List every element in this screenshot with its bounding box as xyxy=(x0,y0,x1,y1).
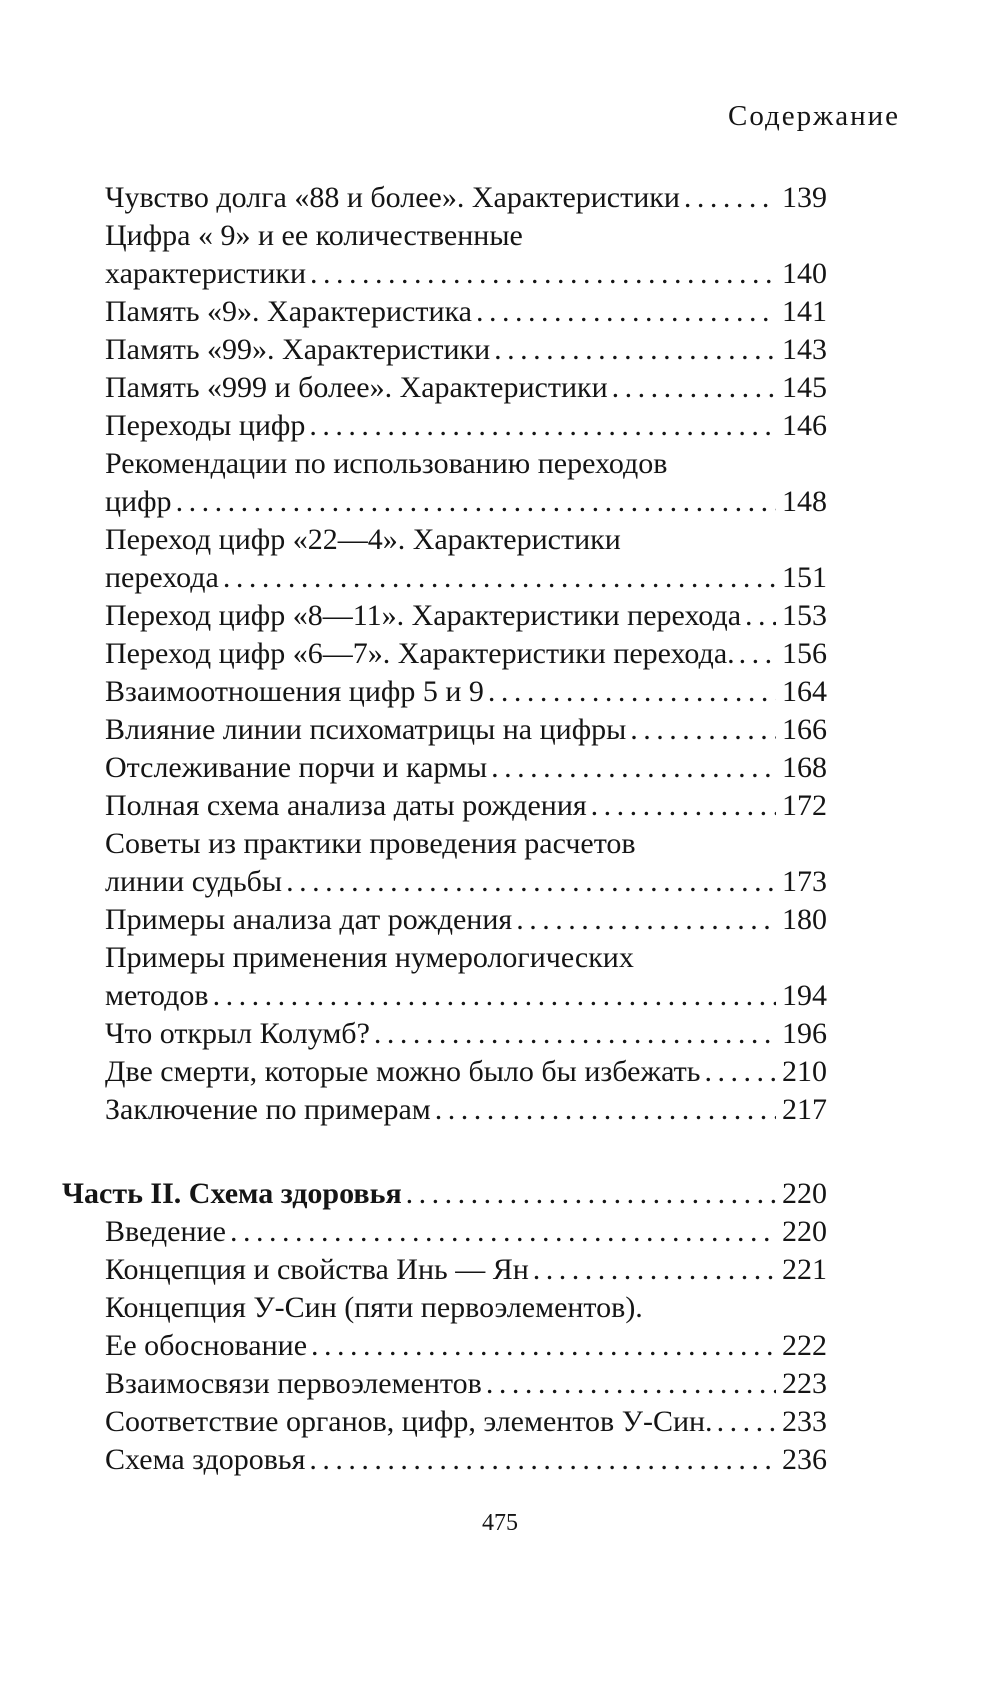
toc-entry xyxy=(105,330,827,370)
toc-entry-title: методов xyxy=(105,979,209,1012)
toc-entry xyxy=(105,292,827,332)
dot-leader xyxy=(486,1364,776,1404)
toc-entry-continuation xyxy=(105,254,827,294)
toc-entry-title: Схема здоровья xyxy=(105,1443,306,1476)
dot-leader xyxy=(684,178,776,218)
toc-entry-continuation xyxy=(105,482,827,522)
toc-entry xyxy=(105,672,827,712)
toc-entry xyxy=(105,520,625,560)
toc-entry-title: Отслеживание порчи и кармы xyxy=(105,751,488,784)
toc-entry xyxy=(105,1402,827,1442)
dot-leader xyxy=(745,596,776,636)
dot-leader xyxy=(406,1174,776,1214)
dot-leader xyxy=(476,292,776,332)
toc-entry-title: Ее обоснование xyxy=(105,1329,308,1362)
toc-entry xyxy=(105,444,671,484)
toc-entry-title: Переход цифр «6—7». Характеристики перехода. xyxy=(105,637,735,670)
dot-leader xyxy=(286,862,776,902)
toc-entry-title: цифр xyxy=(105,485,172,518)
toc-entry-page: 210 xyxy=(782,1055,827,1088)
toc-entry-page: 140 xyxy=(782,257,827,290)
toc-entry-page: 220 xyxy=(782,1215,827,1248)
toc-entry-title: Память «99». Характеристики xyxy=(105,333,491,366)
running-head: Содержание xyxy=(728,100,900,132)
toc-entry-page: 223 xyxy=(782,1367,827,1400)
dot-leader xyxy=(374,1014,776,1054)
toc-entry-page: 153 xyxy=(782,599,827,632)
toc-entry-title: Две смерти, которые можно было бы избежать xyxy=(105,1055,701,1088)
toc-entry-title: Переходы цифр xyxy=(105,409,306,442)
toc-entry-title: Чувство долга «88 и более». Характеристики xyxy=(105,181,680,214)
toc-entry-page: 146 xyxy=(782,409,827,442)
toc-entry-page: 180 xyxy=(782,903,827,936)
toc-entry-title: Соответствие органов, цифр, элементов У-Син. xyxy=(105,1405,713,1438)
dot-leader xyxy=(739,634,776,674)
toc-entry-title: Цифра « 9» и ее количественные xyxy=(105,219,523,252)
toc-entry xyxy=(105,900,827,940)
toc-entry-title: Переход цифр «22—4». Характеристики xyxy=(105,523,621,556)
toc-entry-title: характеристики xyxy=(105,257,307,290)
toc-entry-title: Полная схема анализа даты рождения xyxy=(105,789,587,822)
toc-entry-page: 194 xyxy=(782,979,827,1012)
toc-entry xyxy=(105,824,640,864)
toc-entry-page: 173 xyxy=(782,865,827,898)
toc-entry-page: 156 xyxy=(782,637,827,670)
toc-entry xyxy=(105,1212,827,1252)
toc-entry-page: 141 xyxy=(782,295,827,328)
toc-entry-page: 151 xyxy=(782,561,827,594)
toc-entry-page: 196 xyxy=(782,1017,827,1050)
toc-entry-title: Взаимоотношения цифр 5 и 9 xyxy=(105,675,484,708)
toc-entry xyxy=(105,596,827,636)
dot-leader xyxy=(533,1250,776,1290)
toc-entry xyxy=(105,216,527,256)
dot-leader xyxy=(230,1212,776,1252)
dot-leader xyxy=(717,1402,776,1442)
toc-entry-page: 145 xyxy=(782,371,827,404)
toc-entry-page: 172 xyxy=(782,789,827,822)
dot-leader xyxy=(311,1326,776,1366)
toc-entry-page: 143 xyxy=(782,333,827,366)
dot-leader xyxy=(309,406,776,446)
dot-leader xyxy=(213,976,776,1016)
toc-entry-title: Переход цифр «8—11». Характеристики перехода xyxy=(105,599,742,632)
toc-entry-continuation xyxy=(105,558,827,598)
toc-entry xyxy=(105,938,638,978)
toc-entry-page: 233 xyxy=(782,1405,827,1438)
toc-entry-title: перехода xyxy=(105,561,219,594)
toc-entry xyxy=(105,406,827,446)
dot-leader xyxy=(176,482,776,522)
toc-entry xyxy=(105,1288,647,1328)
toc-entry-title: Заключение по примерам xyxy=(105,1093,431,1126)
toc-entry xyxy=(105,1014,827,1054)
dot-leader xyxy=(223,558,776,598)
toc-entry-continuation xyxy=(105,862,827,902)
toc-entry-title: Примеры анализа дат рождения xyxy=(105,903,513,936)
toc-entry-title: Концепция У-Син (пяти первоэлементов). xyxy=(105,1291,643,1324)
toc-entry xyxy=(105,368,827,408)
toc-entry-title: Взаимосвязи первоэлементов xyxy=(105,1367,482,1400)
toc-entry-page: 236 xyxy=(782,1443,827,1476)
toc-entry-continuation xyxy=(105,976,827,1016)
toc-entry-page: 220 xyxy=(782,1177,827,1210)
toc-entry-title: Концепция и свойства Инь — Ян xyxy=(105,1253,529,1286)
toc-entry-page: 139 xyxy=(782,181,827,214)
dot-leader xyxy=(494,330,776,370)
toc-entry-page: 166 xyxy=(782,713,827,746)
toc-entry xyxy=(105,1052,827,1092)
toc-entry xyxy=(105,710,827,750)
toc-entry-continuation xyxy=(105,1326,827,1366)
toc-entry-title: Советы из практики проведения расчетов xyxy=(105,827,636,860)
toc-entry xyxy=(105,1090,827,1130)
dot-leader xyxy=(630,710,776,750)
toc-entry-title: Память «999 и более». Характеристики xyxy=(105,371,608,404)
toc-entry-title: Что открыл Колумб? xyxy=(105,1017,370,1050)
toc-entry xyxy=(105,748,827,788)
toc-part-heading xyxy=(62,1174,827,1214)
toc-entry-page: 217 xyxy=(782,1093,827,1126)
dot-leader xyxy=(435,1090,776,1130)
toc-entry xyxy=(105,634,827,674)
dot-leader xyxy=(612,368,776,408)
toc-entry-title: Примеры применения нумерологических xyxy=(105,941,634,974)
dot-leader xyxy=(704,1052,776,1092)
toc-entry-title: линии судьбы xyxy=(105,865,283,898)
dot-leader xyxy=(491,748,776,788)
toc-entry-page: 164 xyxy=(782,675,827,708)
dot-leader xyxy=(591,786,776,826)
dot-leader xyxy=(516,900,776,940)
toc-entry-title: Рекомендации по использованию переходов xyxy=(105,447,668,480)
toc-entry-title: Память «9». Характеристика xyxy=(105,295,472,328)
toc-entry xyxy=(105,786,827,826)
toc-entry xyxy=(105,1440,827,1480)
toc-entry xyxy=(105,1250,827,1290)
toc-entry-page: 168 xyxy=(782,751,827,784)
dot-leader xyxy=(310,254,776,294)
toc-entry-page: 221 xyxy=(782,1253,827,1286)
page-number: 475 xyxy=(482,1510,518,1536)
toc-entry-title: Введение xyxy=(105,1215,226,1248)
toc-entry-page: 148 xyxy=(782,485,827,518)
toc-entry xyxy=(105,178,827,218)
toc-part-title: Часть II. Схема здоровья xyxy=(62,1177,402,1210)
toc-entry-page: 222 xyxy=(782,1329,827,1362)
toc-entry-title: Влияние линии психоматрицы на цифры xyxy=(105,713,627,746)
dot-leader xyxy=(488,672,776,712)
toc-entry xyxy=(105,1364,827,1404)
dot-leader xyxy=(309,1440,776,1480)
